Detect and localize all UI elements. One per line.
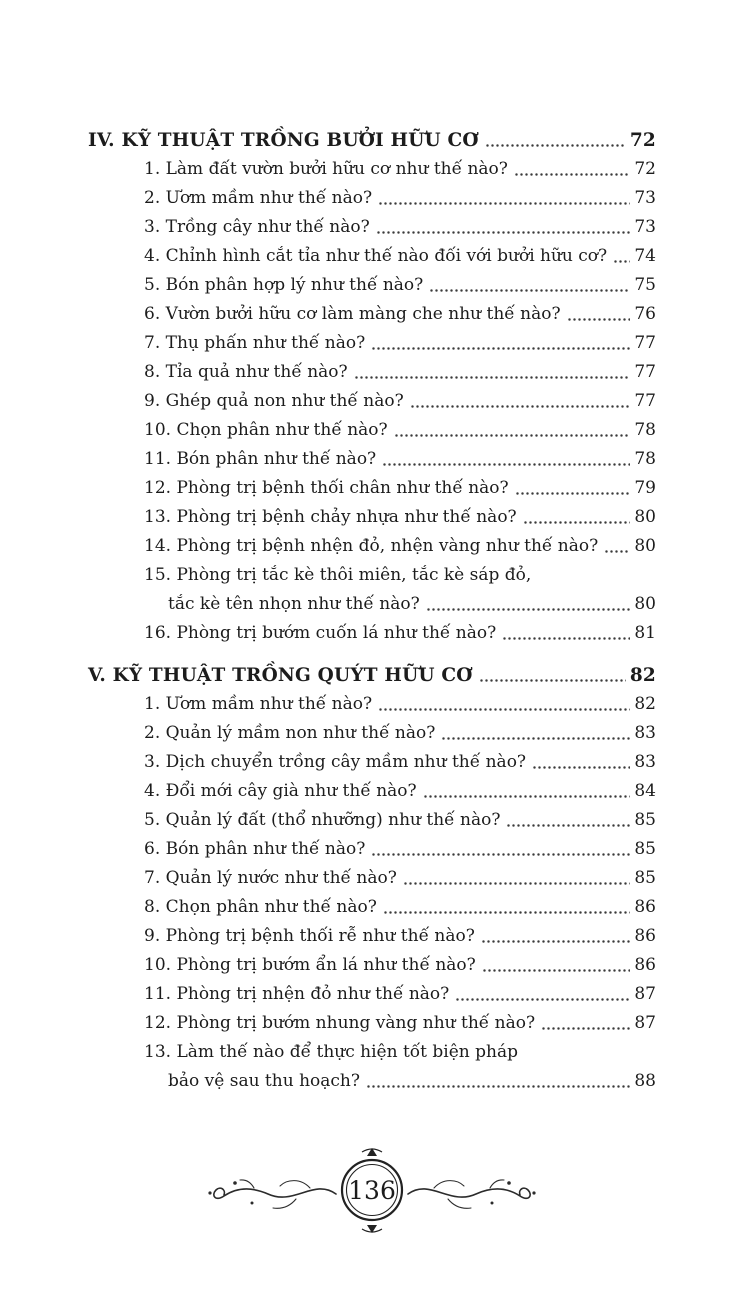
toc-entry-row (88, 922, 656, 951)
dot-leader (455, 997, 630, 1002)
dot-leader (541, 1026, 630, 1031)
toc-entry-row (88, 951, 656, 980)
toc-entry-page: 80 (634, 594, 656, 614)
toc-section (88, 126, 656, 648)
dot-leader (376, 230, 631, 235)
toc-entry-label: 5. Bón phân hợp lý như thế nào? (144, 275, 424, 295)
toc-entry-label: 5. Quản lý đất (thổ nhưỡng) như thế nào? (144, 810, 501, 830)
page-number-ornament (202, 1142, 542, 1238)
toc-entry-page: 88 (634, 1071, 656, 1091)
toc-entry-row (88, 242, 656, 271)
toc-entry-label: 11. Phòng trị nhện đỏ như thế nào? (144, 984, 450, 1004)
toc-section-title-row (88, 661, 656, 690)
toc-entry-label: 14. Phòng trị bệnh nhện đỏ, nhện vàng như thế nào? (144, 536, 599, 556)
toc-entry-label: 2. Quản lý mầm non như thế nào? (144, 723, 436, 743)
toc-entry-label: 9. Ghép quả non như thế nào? (144, 391, 404, 411)
toc-entry-label: tắc kè tên nhọn như thế nào? (168, 594, 420, 614)
toc-entry-row (88, 184, 656, 213)
toc-entry-page: 82 (634, 694, 656, 714)
toc-entry-row (88, 893, 656, 922)
toc-entry-row (88, 329, 656, 358)
toc-entry-row (88, 619, 656, 648)
toc-entry-page: 80 (634, 536, 656, 556)
dot-leader (502, 636, 630, 641)
toc-entry-page: 75 (634, 275, 656, 295)
table-of-contents (88, 126, 656, 1096)
toc-entry-row (88, 474, 656, 503)
toc-entry-page: 86 (634, 926, 656, 946)
toc-entry-page: 83 (634, 723, 656, 743)
toc-entry-page: 72 (634, 159, 656, 179)
dot-leader (423, 794, 631, 799)
toc-entry-label: 1. Làm đất vườn bưởi hữu cơ như thế nào? (144, 159, 508, 179)
dot-leader (382, 462, 630, 467)
dot-leader (366, 1084, 630, 1089)
toc-entry-page: 85 (634, 810, 656, 830)
ornament-flourish-left (208, 1180, 336, 1208)
toc-entry-label: 4. Đổi mới cây già như thế nào? (144, 781, 417, 801)
toc-entry-page: 85 (634, 868, 656, 888)
toc-entry-row (88, 300, 656, 329)
dot-leader (523, 520, 631, 525)
toc-section-title: V. KỸ THUẬT TRỒNG QUÝT HỮU CƠ (88, 665, 473, 686)
toc-entry-row (88, 416, 656, 445)
toc-entry-label: 12. Phòng trị bệnh thối chân như thế nào? (144, 478, 509, 498)
toc-entry-label: 1. Ươm mầm như thế nào? (144, 694, 373, 714)
dot-leader (371, 346, 630, 351)
page-footer (0, 1142, 744, 1238)
toc-entry-row (88, 835, 656, 864)
toc-entry-page: 84 (634, 781, 656, 801)
toc-entry-row (88, 748, 656, 777)
dot-leader (567, 317, 631, 322)
toc-entry-page: 73 (634, 217, 656, 237)
dot-leader (481, 939, 630, 944)
toc-entry-row (88, 690, 656, 719)
toc-entry-page: 80 (634, 507, 656, 527)
toc-entry-row (88, 213, 656, 242)
toc-entry-page: 86 (634, 955, 656, 975)
toc-entry-page: 85 (634, 839, 656, 859)
toc-entry-page: 81 (634, 623, 656, 643)
toc-entry-label: 6. Vườn bưởi hữu cơ làm màng che như thế nào? (144, 304, 561, 324)
toc-entry-page: 74 (634, 246, 656, 266)
toc-entry-row (88, 155, 656, 184)
toc-entry-label: 6. Bón phân như thế nào? (144, 839, 366, 859)
dot-leader (371, 852, 630, 857)
toc-entry-row (88, 590, 656, 619)
dot-leader (383, 910, 631, 915)
toc-section (88, 661, 656, 1096)
toc-entry-label: 13. Phòng trị bệnh chảy nhựa như thế nào? (144, 507, 517, 527)
dot-leader (514, 172, 630, 177)
toc-entry-label: 12. Phòng trị bướm nhung vàng như thế nào? (144, 1013, 536, 1033)
ornament-flourish-right (408, 1180, 536, 1208)
toc-section-title: IV. KỸ THUẬT TRỒNG BƯỞI HỮU CƠ (88, 130, 479, 151)
toc-entry-row (88, 561, 656, 590)
dot-leader (378, 201, 630, 206)
dot-leader (403, 881, 631, 886)
toc-entry-label: 4. Chỉnh hình cắt tỉa như thế nào đối với bưởi hữu cơ? (144, 246, 608, 266)
dot-leader (482, 968, 631, 973)
toc-section-page: 82 (629, 665, 656, 686)
toc-entry-row (88, 719, 656, 748)
dot-leader (429, 288, 630, 293)
dot-leader (426, 607, 631, 612)
toc-entry-label: 9. Phòng trị bệnh thối rễ như thế nào? (144, 926, 475, 946)
toc-entry-row (88, 1009, 656, 1038)
toc-entry-row (88, 358, 656, 387)
toc-entry-row (88, 387, 656, 416)
dot-leader (394, 433, 631, 438)
toc-entry-row (88, 445, 656, 474)
toc-entry-page: 78 (634, 420, 656, 440)
toc-section-page: 72 (629, 130, 656, 151)
dot-leader (441, 736, 630, 741)
dot-leader (485, 143, 626, 148)
toc-section-title-row (88, 126, 656, 155)
dot-leader (613, 259, 630, 264)
toc-entry-label: 13. Làm thế nào để thực hiện tốt biện pháp (144, 1042, 518, 1062)
toc-entry-label: 3. Trồng cây như thế nào? (144, 217, 370, 237)
toc-entry-label: 2. Ươm mầm như thế nào? (144, 188, 373, 208)
toc-entry-label: 3. Dịch chuyển trồng cây mầm như thế nào? (144, 752, 527, 772)
toc-entry-row (88, 1067, 656, 1096)
toc-entry-page: 77 (634, 333, 656, 353)
dot-leader (604, 549, 630, 554)
toc-entry-label: 11. Bón phân như thế nào? (144, 449, 377, 469)
dot-leader (479, 678, 626, 683)
toc-entry-page: 76 (634, 304, 656, 324)
dot-leader (515, 491, 631, 496)
toc-entry-label: 15. Phòng trị tắc kè thôi miên, tắc kè sáp đỏ, (144, 565, 532, 585)
toc-entry-page: 87 (634, 984, 656, 1004)
toc-entry-label: bảo vệ sau thu hoạch? (168, 1071, 360, 1091)
toc-entry-row (88, 777, 656, 806)
toc-entry-page: 77 (634, 362, 656, 382)
toc-entry-page: 78 (634, 449, 656, 469)
toc-entry-page: 83 (634, 752, 656, 772)
toc-entry-row (88, 864, 656, 893)
dot-leader (354, 375, 631, 380)
toc-entry-label: 8. Chọn phân như thế nào? (144, 897, 377, 917)
toc-entry-row (88, 503, 656, 532)
dot-leader (532, 765, 630, 770)
page-number: 136 (348, 1176, 396, 1205)
toc-entry-page: 87 (634, 1013, 656, 1033)
dot-leader (410, 404, 631, 409)
dot-leader (378, 707, 630, 712)
toc-entry-label: 7. Quản lý nước như thế nào? (144, 868, 397, 888)
toc-entry-page: 79 (634, 478, 656, 498)
toc-entry-row (88, 806, 656, 835)
toc-entry-label: 10. Phòng trị bướm ẩn lá như thế nào? (144, 955, 476, 975)
toc-entry-label: 16. Phòng trị bướm cuốn lá như thế nào? (144, 623, 497, 643)
toc-entry-row (88, 271, 656, 300)
toc-entry-label: 10. Chọn phân như thế nào? (144, 420, 388, 440)
toc-entry-row (88, 532, 656, 561)
dot-leader (506, 823, 630, 828)
toc-entry-page: 73 (634, 188, 656, 208)
toc-entry-page: 86 (634, 897, 656, 917)
toc-entry-page: 77 (634, 391, 656, 411)
toc-entry-label: 8. Tỉa quả như thế nào? (144, 362, 348, 382)
toc-entry-row (88, 1038, 656, 1067)
toc-entry-row (88, 980, 656, 1009)
toc-entry-label: 7. Thụ phấn như thế nào? (144, 333, 366, 353)
